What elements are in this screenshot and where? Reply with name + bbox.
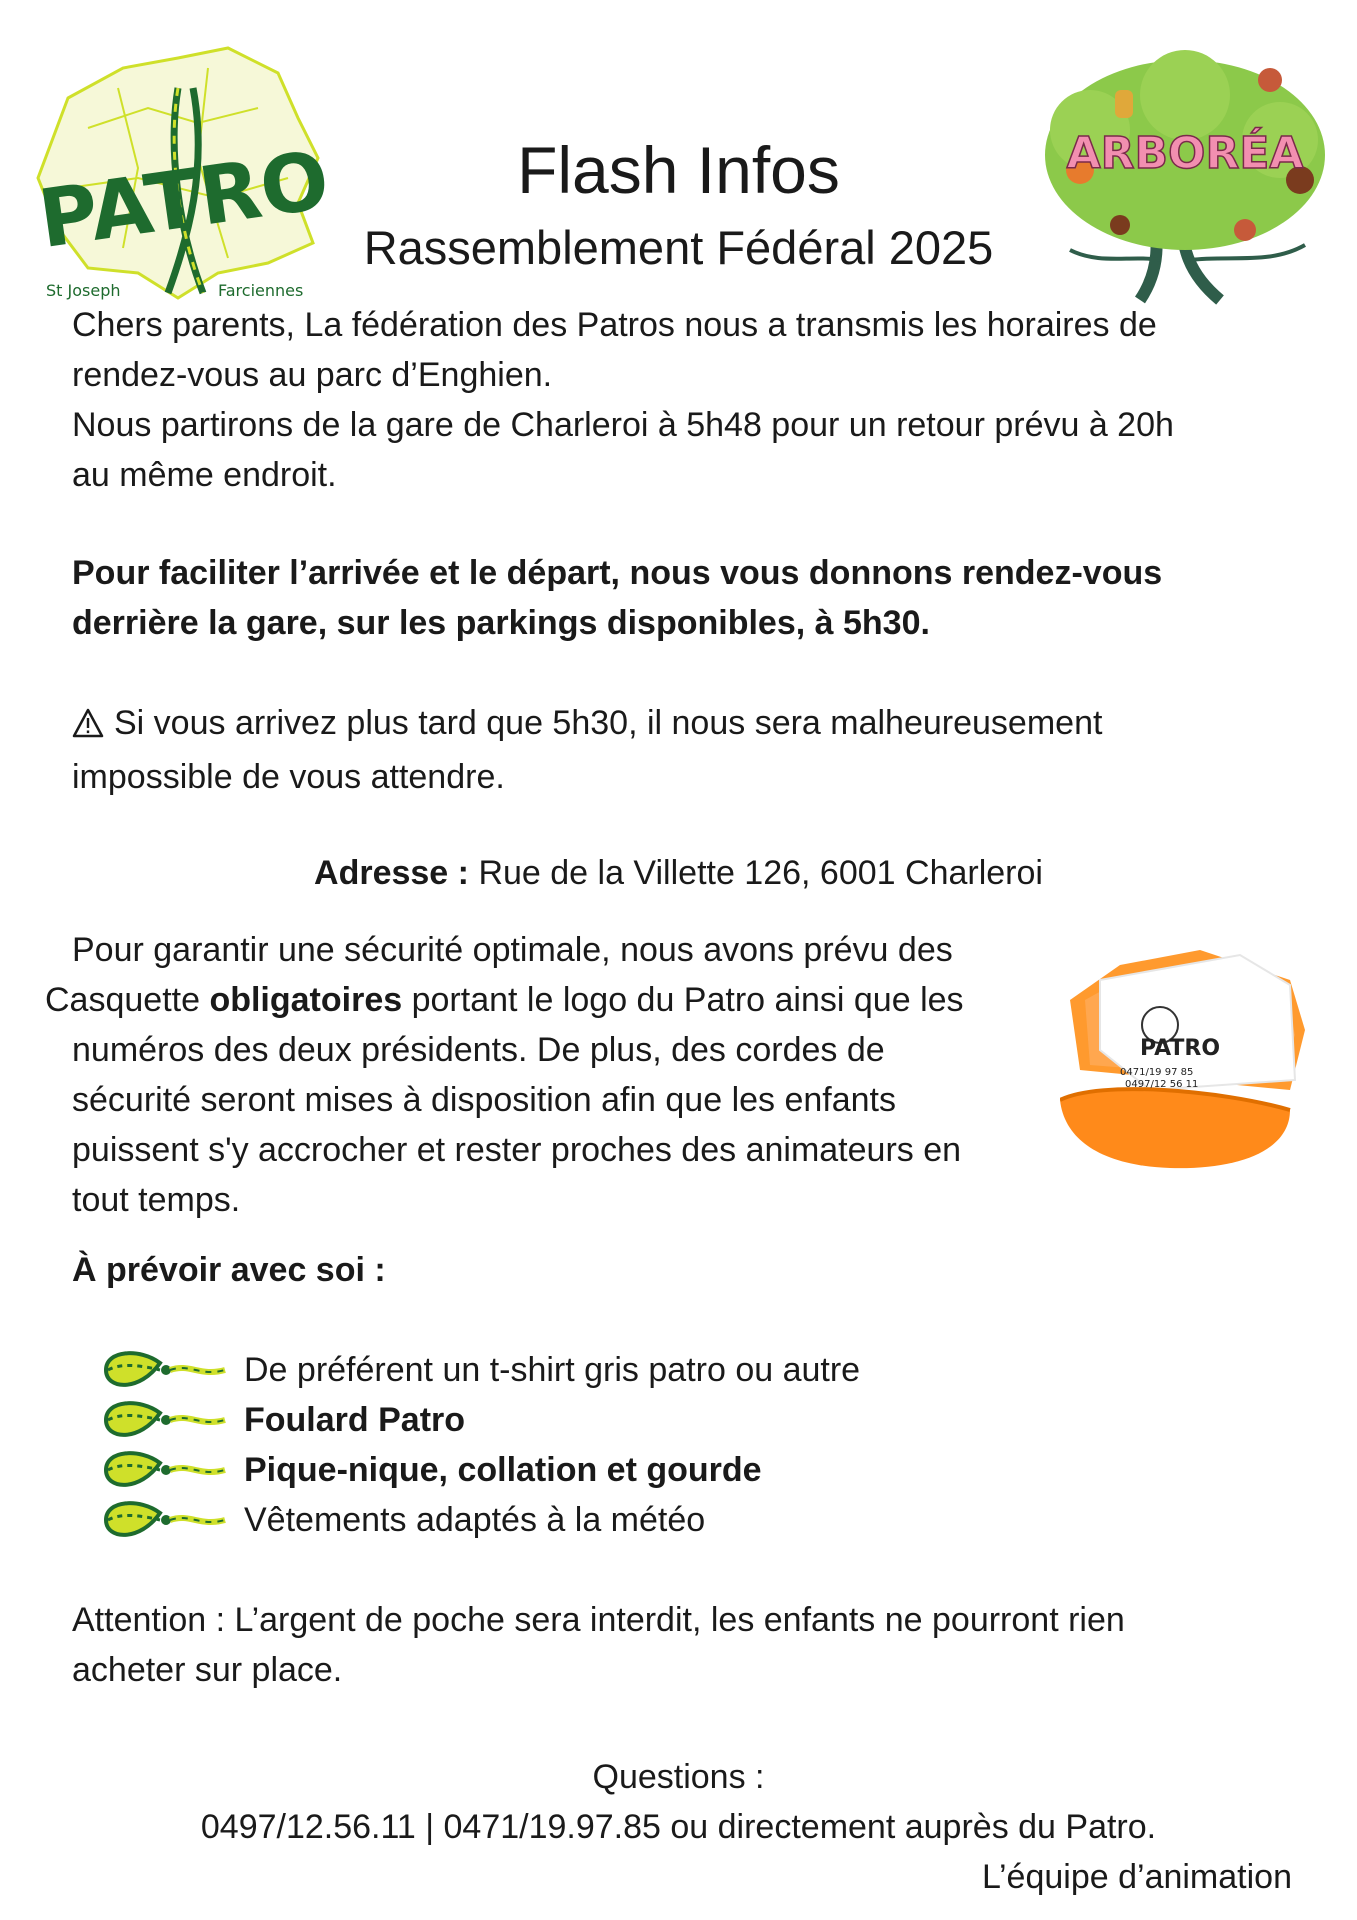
scarf-bullet-icon bbox=[100, 1445, 230, 1495]
meeting-line: Pour faciliter l’arrivée et le départ, nous vous donnons rendez-vous bbox=[72, 554, 1163, 592]
questions-label: Questions : bbox=[592, 1758, 765, 1796]
security-line: Pour garantir une sécurité optimale, nous avons prévu des bbox=[72, 931, 953, 969]
cap-phone-2: 0497/12 56 11 bbox=[1125, 1079, 1199, 1090]
intro-line: au même endroit. bbox=[72, 456, 337, 494]
intro-paragraph bbox=[72, 300, 1272, 500]
scarf-bullet-icon bbox=[100, 1395, 230, 1445]
page-title: Flash Infos bbox=[517, 133, 840, 207]
list-item bbox=[100, 1495, 860, 1545]
page-subtitle: Rassemblement Fédéral 2025 bbox=[363, 221, 994, 274]
cap-brand-text: PATRO bbox=[1140, 1036, 1221, 1061]
attention-paragraph bbox=[72, 1595, 1292, 1695]
address bbox=[0, 848, 1357, 898]
warning-line: impossible de vous attendre. bbox=[72, 758, 505, 796]
patro-logo-right-text: Farciennes bbox=[218, 281, 304, 300]
address-value: Rue de la Villette 126, 6001 Charleroi bbox=[478, 854, 1043, 892]
scarf-bullet-icon bbox=[100, 1345, 230, 1395]
security-line-end: portant le logo du Patro ainsi que les bbox=[411, 981, 964, 1019]
scarf-bullet-icon bbox=[100, 1495, 230, 1545]
cap-phone-1: 0471/19 97 85 bbox=[1120, 1067, 1194, 1078]
security-line: tout temps. bbox=[72, 1181, 241, 1219]
cap-image bbox=[1060, 940, 1310, 1200]
security-line bbox=[45, 975, 1045, 1025]
intro-line: rendez-vous au parc d’Enghien. bbox=[72, 356, 553, 394]
warning-line: Si vous arrivez plus tard que 5h30, il nous sera malheureusement bbox=[114, 704, 1103, 742]
meeting-paragraph bbox=[72, 548, 1292, 648]
list-item bbox=[100, 1445, 860, 1495]
list-item bbox=[100, 1345, 860, 1395]
list-item bbox=[100, 1395, 860, 1445]
security-line-bold: obligatoires bbox=[209, 981, 403, 1019]
warning-icon bbox=[72, 702, 104, 752]
attention-line: acheter sur place. bbox=[72, 1651, 343, 1689]
contact-numbers: 0497/12.56.11 | 0471/19.97.85 ou directement auprès du Patro. bbox=[200, 1808, 1157, 1846]
security-line: numéros des deux présidents. De plus, des cordes de bbox=[72, 1031, 885, 1069]
list-item-label: De préférent un t-shirt gris patro ou autre bbox=[244, 1351, 861, 1389]
meeting-line: derrière la gare, sur les parkings disponibles, à 5h30. bbox=[72, 604, 930, 642]
intro-line: Nous partirons de la gare de Charleroi à 5h48 pour un retour prévu à 20h bbox=[72, 406, 1174, 444]
arborea-logo-text: ARBORÉA bbox=[1066, 128, 1304, 179]
intro-line: Chers parents, La fédération des Patros nous a transmis les horaires de bbox=[72, 306, 1157, 344]
attention-line: Attention : L’argent de poche sera interdit, les enfants ne pourront rien bbox=[72, 1601, 1125, 1639]
patro-logo-text: PATRO bbox=[33, 133, 335, 267]
to-bring-title: À prévoir avec soi : bbox=[72, 1251, 386, 1289]
security-paragraph bbox=[45, 925, 1045, 1225]
list-item-label: Foulard Patro bbox=[244, 1401, 466, 1439]
patro-logo-left-text: St Joseph bbox=[46, 281, 121, 300]
list-item-label: Vêtements adaptés à la météo bbox=[244, 1501, 706, 1539]
security-line-start: Casquette bbox=[45, 981, 200, 1019]
security-line: puissent s'y accrocher et rester proches des animateurs en bbox=[72, 1131, 962, 1169]
security-line: sécurité seront mises à disposition afin que les enfants bbox=[72, 1081, 897, 1119]
list-item-label: Pique-nique, collation et gourde bbox=[244, 1451, 762, 1489]
address-label: Adresse : bbox=[314, 854, 469, 892]
to-bring-list bbox=[100, 1345, 860, 1545]
signature: L’équipe d’animation bbox=[981, 1858, 1292, 1896]
warning-paragraph bbox=[72, 698, 1272, 802]
